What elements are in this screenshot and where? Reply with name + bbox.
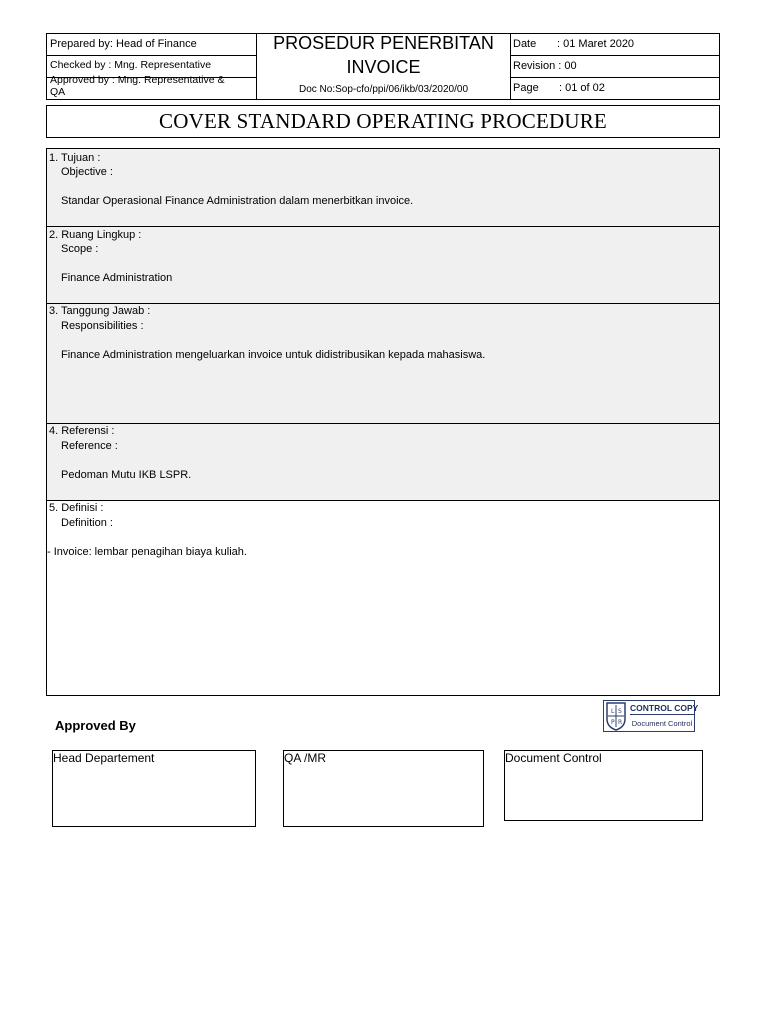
signature-box-document-control: [504, 750, 703, 821]
page-label: Page: [513, 82, 539, 94]
section-referensi: [47, 423, 719, 500]
svg-text:R: R: [618, 719, 623, 726]
section-heading: 4. Referensi :: [49, 425, 115, 437]
checked-by: Checked by : Mng. Representative: [50, 59, 212, 71]
section-subheading: Responsibilities :: [61, 320, 144, 332]
prepared-by: Prepared by: Head of Finance: [50, 38, 197, 50]
doc-number: Doc No:Sop-cfo/ppi/06/ikb/03/2020/00: [299, 84, 468, 95]
section-body: Pedoman Mutu IKB LSPR.: [61, 469, 192, 481]
page-value: : 01 of 02: [559, 82, 605, 94]
document-header: [46, 33, 720, 100]
approved-by-line1: Approved by : Mng. Representative &: [50, 74, 225, 86]
section-subheading: Scope :: [61, 243, 99, 255]
document-title-line1: PROSEDUR PENERBITAN: [273, 33, 494, 53]
signature-label: Head Departement: [53, 751, 155, 765]
stamp-line2: Document Control: [631, 719, 693, 728]
section-tujuan: [47, 149, 719, 226]
date-value: : 01 Maret 2020: [557, 38, 635, 50]
header-row-line: [47, 55, 256, 56]
approved-by-label: Approved By: [55, 718, 136, 733]
revision: Revision : 00: [513, 60, 577, 72]
signature-label: Document Control: [505, 751, 602, 765]
section-subheading: Reference :: [61, 440, 118, 452]
section-heading: 3. Tanggung Jawab :: [49, 305, 151, 317]
section-tanggung-jawab: [47, 303, 719, 423]
approved-by-line2: QA: [50, 86, 66, 98]
lspr-logo-icon: [605, 701, 627, 731]
section-heading: 2. Ruang Lingkup :: [49, 229, 142, 241]
signature-box-head-department: [52, 750, 256, 827]
header-row-line: [510, 55, 719, 56]
cover-title: COVER STANDARD OPERATING PROCEDURE: [46, 105, 720, 138]
date-label: Date: [513, 38, 537, 50]
procedure-sections: [46, 148, 720, 696]
section-body: - Invoice: lembar penagihan biaya kuliah.: [47, 546, 247, 558]
section-heading: 1. Tujuan :: [49, 152, 101, 164]
section-body: Standar Operasional Finance Administration dalam menerbitkan invoice.: [61, 195, 414, 207]
svg-text:S: S: [618, 708, 622, 715]
section-heading: 5. Definisi :: [49, 502, 104, 514]
svg-text:L: L: [611, 708, 615, 715]
section-definisi: [47, 500, 719, 695]
svg-text:P: P: [611, 719, 615, 726]
section-subheading: Definition :: [61, 517, 113, 529]
signature-box-qa-mr: [283, 750, 484, 827]
signature-label: QA /MR: [284, 751, 327, 765]
document-title-line2: INVOICE: [346, 57, 421, 77]
section-subheading: Objective :: [61, 166, 113, 178]
header-divider: [510, 34, 511, 99]
section-body: Finance Administration mengeluarkan invoice untuk didistribusikan kepada mahasiswa.: [61, 349, 486, 361]
header-row-line: [510, 77, 719, 78]
control-copy-stamp: [603, 700, 699, 732]
section-ruang-lingkup: [47, 226, 719, 303]
stamp-line1: CONTROL COPY: [630, 703, 699, 713]
section-body: Finance Administration: [61, 272, 173, 284]
